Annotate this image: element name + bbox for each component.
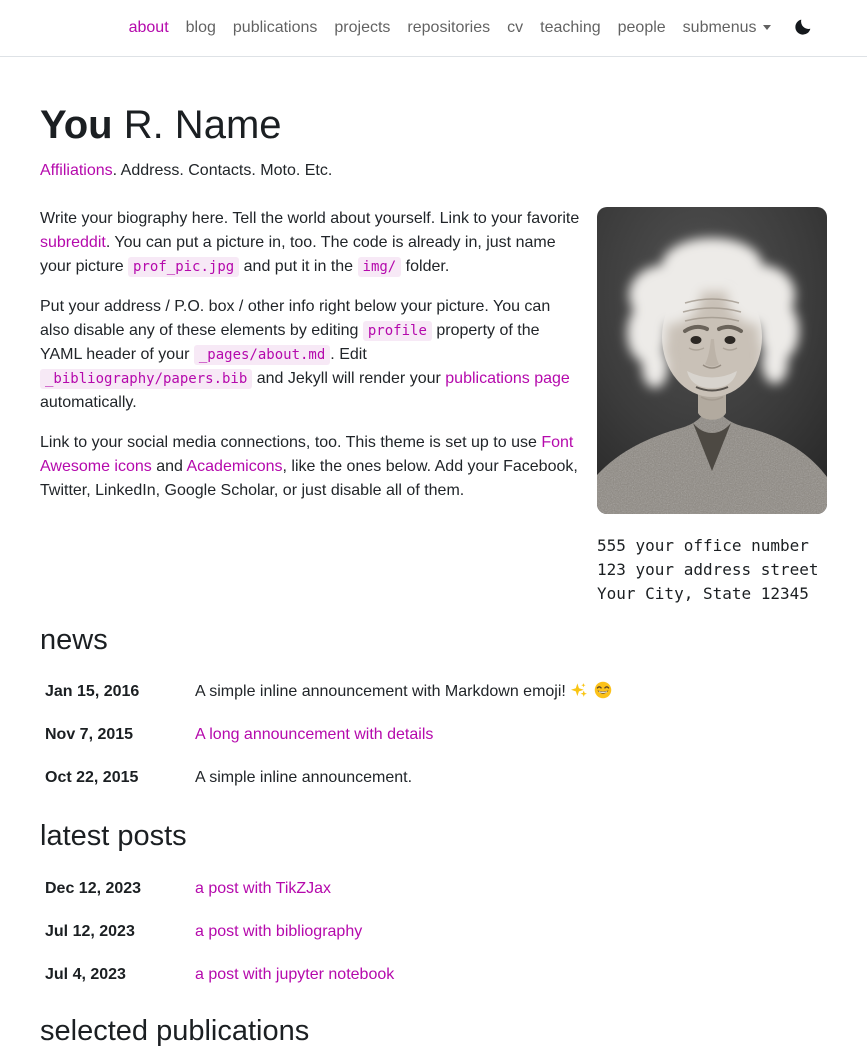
profile-photo [597,207,827,514]
nav-item-cv[interactable]: cv [507,19,524,36]
inline-code: _bibliography/papers.bib [40,369,252,389]
nav-item-submenus[interactable]: submenus [674,8,779,48]
item-text [195,963,827,987]
nav-item-teaching[interactable]: teaching [540,19,601,36]
text-segment: . You can put a picture in, too. The code is already in, just name your picture [40,234,556,275]
grin-emoji [593,683,612,700]
sparkles-emoji [570,683,588,700]
posts-list [40,877,827,987]
nav-item-blog[interactable]: blog [185,19,216,36]
chevron-down-icon [763,25,771,30]
tagline-rest: . Address. Contacts. Moto. Etc. [112,162,333,179]
inline-code: prof_pic.jpg [128,257,239,277]
inline-link[interactable]: subreddit [40,234,106,251]
text-segment: property of the YAML header of your [40,322,540,363]
item-date: Dec 12, 2023 [45,879,142,897]
item-text [195,680,827,704]
affiliations-link[interactable]: Affiliations [40,162,113,179]
top-navbar [0,0,867,57]
nav-item-projects[interactable]: projects [334,19,391,36]
inline-code: img/ [358,257,402,277]
address-block [597,534,827,606]
nav-item-repositories[interactable]: repositories [407,19,491,36]
text-segment: Link to your social media connections, too. This theme is set up to use [40,434,542,451]
item-text [195,877,827,901]
announcement-link[interactable]: A long announcement with details [195,726,434,744]
news-heading: news [40,624,108,656]
nav-item-publications[interactable]: publications [232,19,318,36]
latest-posts-section [40,790,827,986]
inline-link[interactable]: Academicons [186,458,283,475]
text-segment: and Jekyll will render your [252,370,446,387]
profile-column [597,207,827,606]
inline-code: profile [363,321,432,341]
post-link[interactable]: a post with jupyter notebook [195,965,395,983]
inline-link[interactable]: Font Awesome icons [40,434,574,475]
text-segment: . Edit [330,346,367,363]
first-name: You [40,103,113,147]
text-segment: , like the ones below. Add your Facebook, Twitter, LinkedIn, Google Scholar, or just disable all of them. [40,458,578,499]
text-segment: A simple inline announcement with Markdown emoji! [195,683,571,701]
tagline [40,159,827,183]
item-date: Oct 22, 2015 [45,769,139,787]
text-segment: folder. [401,258,450,275]
news-list [40,680,827,790]
latest-posts-heading: latest posts [40,820,187,853]
post-link[interactable]: a post with TikZJax [195,879,332,897]
selected-publications-heading: selected publications [40,1014,310,1047]
item-text [195,766,827,790]
news-section [40,614,827,790]
text-segment: Put your address / P.O. box / other info right below your picture. You can also disable any of these elements by editing [40,298,551,339]
item-date: Jul 4, 2023 [45,965,126,983]
text-segment: and put it in the [239,258,358,275]
bio-section [40,207,827,603]
portrait-image [597,207,827,514]
inline-link[interactable]: publications page [445,370,570,387]
text-segment: and [151,458,187,475]
publications-section [40,987,827,1049]
main-navigation [120,8,817,48]
address-line: 123 your address street [597,560,819,579]
rest-name: R. Name [112,103,282,147]
text-segment: Write your biography here. Tell the world about yourself. Link to your favorite [40,210,580,227]
dark-mode-toggle[interactable] [789,13,817,44]
post-link[interactable]: a post with bibliography [195,922,363,940]
text-segment: automatically. [40,394,137,411]
moon-icon [793,17,813,40]
inline-code: _pages/about.md [194,345,330,365]
item-date: Jul 12, 2023 [45,922,135,940]
nav-item-people[interactable]: people [617,19,666,36]
text-segment: A simple inline announcement. [195,769,413,787]
item-text [195,920,827,944]
item-date: Nov 7, 2015 [45,726,134,744]
main-content [0,101,867,1049]
item-date: Jan 15, 2016 [45,683,140,701]
nav-list [120,8,779,48]
nav-item-about[interactable]: about [128,19,169,36]
address-line: 555 your office number [597,536,809,555]
page-title [40,101,827,149]
address-line: Your City, State 12345 [597,584,809,603]
item-text [195,723,827,747]
